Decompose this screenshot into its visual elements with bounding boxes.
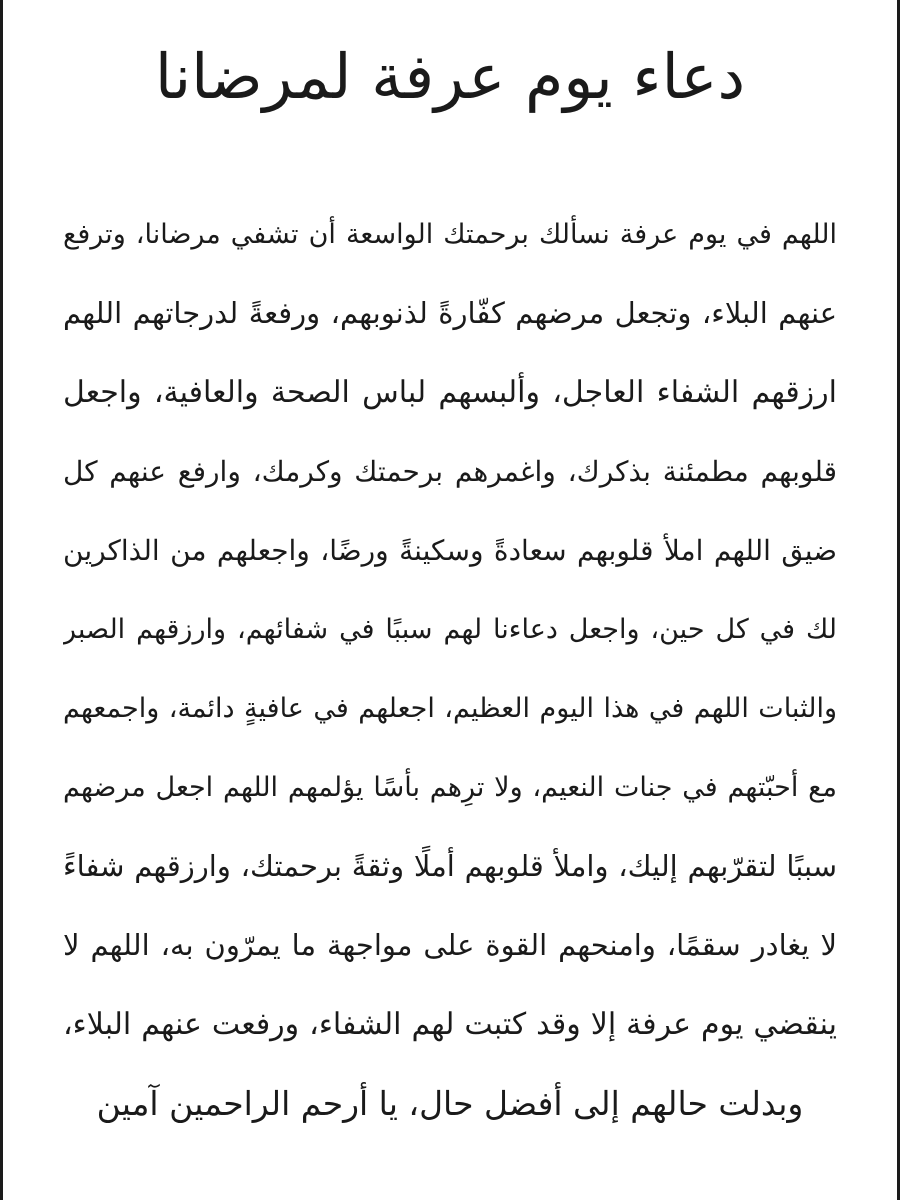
- prayer-text: [63, 195, 837, 1160]
- text-line: لك في كل حين، واجعل دعاءنا لهم سببًا في شفائهم، وارزقهم الصبر: [63, 614, 837, 645]
- text-line: اللهم في يوم عرفة نسألك برحمتك الواسعة أن تشفي مرضانا، وترفع: [63, 219, 837, 250]
- text-line: ارزقهم الشفاء العاجل، وألبسهم لباس الصحة والعافية، واجعل: [63, 375, 837, 410]
- text-line: سببًا لتقرّبهم إليك، واملأ قلوبهم أملًا وثقةً برحمتك، وارزقهم شفاءً: [63, 849, 837, 883]
- text-line-final: وبدلت حالهم إلى أفضل حال، يا أرحم الراحمين آمين: [96, 1084, 804, 1123]
- text-line: ضيق اللهم املأ قلوبهم سعادةً وسكينةً ورضًا، واجعلهم من الذاكرين: [63, 534, 837, 567]
- text-line: لا يغادر سقمًا، وامنحهم القوة على مواجهة ما يمرّون به، اللهم لا: [63, 928, 837, 962]
- page-title: دعاء يوم عرفة لمرضانا: [154, 40, 746, 113]
- text-line: قلوبهم مطمئنة بذكرك، واغمرهم برحمتك وكرمك، وارفع عنهم كل: [63, 455, 837, 488]
- text-line: والثبات اللهم في هذا اليوم العظيم، اجعلهم في عافيةٍ دائمة، واجمعهم: [63, 693, 837, 724]
- text-line: عنهم البلاء، وتجعل مرضهم كفّارةً لذنوبهم، ورفعةً لدرجاتهم اللهم: [63, 296, 837, 330]
- text-line: مع أحبّتهم في جنات النعيم، ولا ترِهم بأسًا يؤلمهم اللهم اجعل مرضهم: [63, 772, 837, 803]
- text-line: ينقضي يوم عرفة إلا وقد كتبت لهم الشفاء، ورفعت عنهم البلاء،: [63, 1007, 837, 1042]
